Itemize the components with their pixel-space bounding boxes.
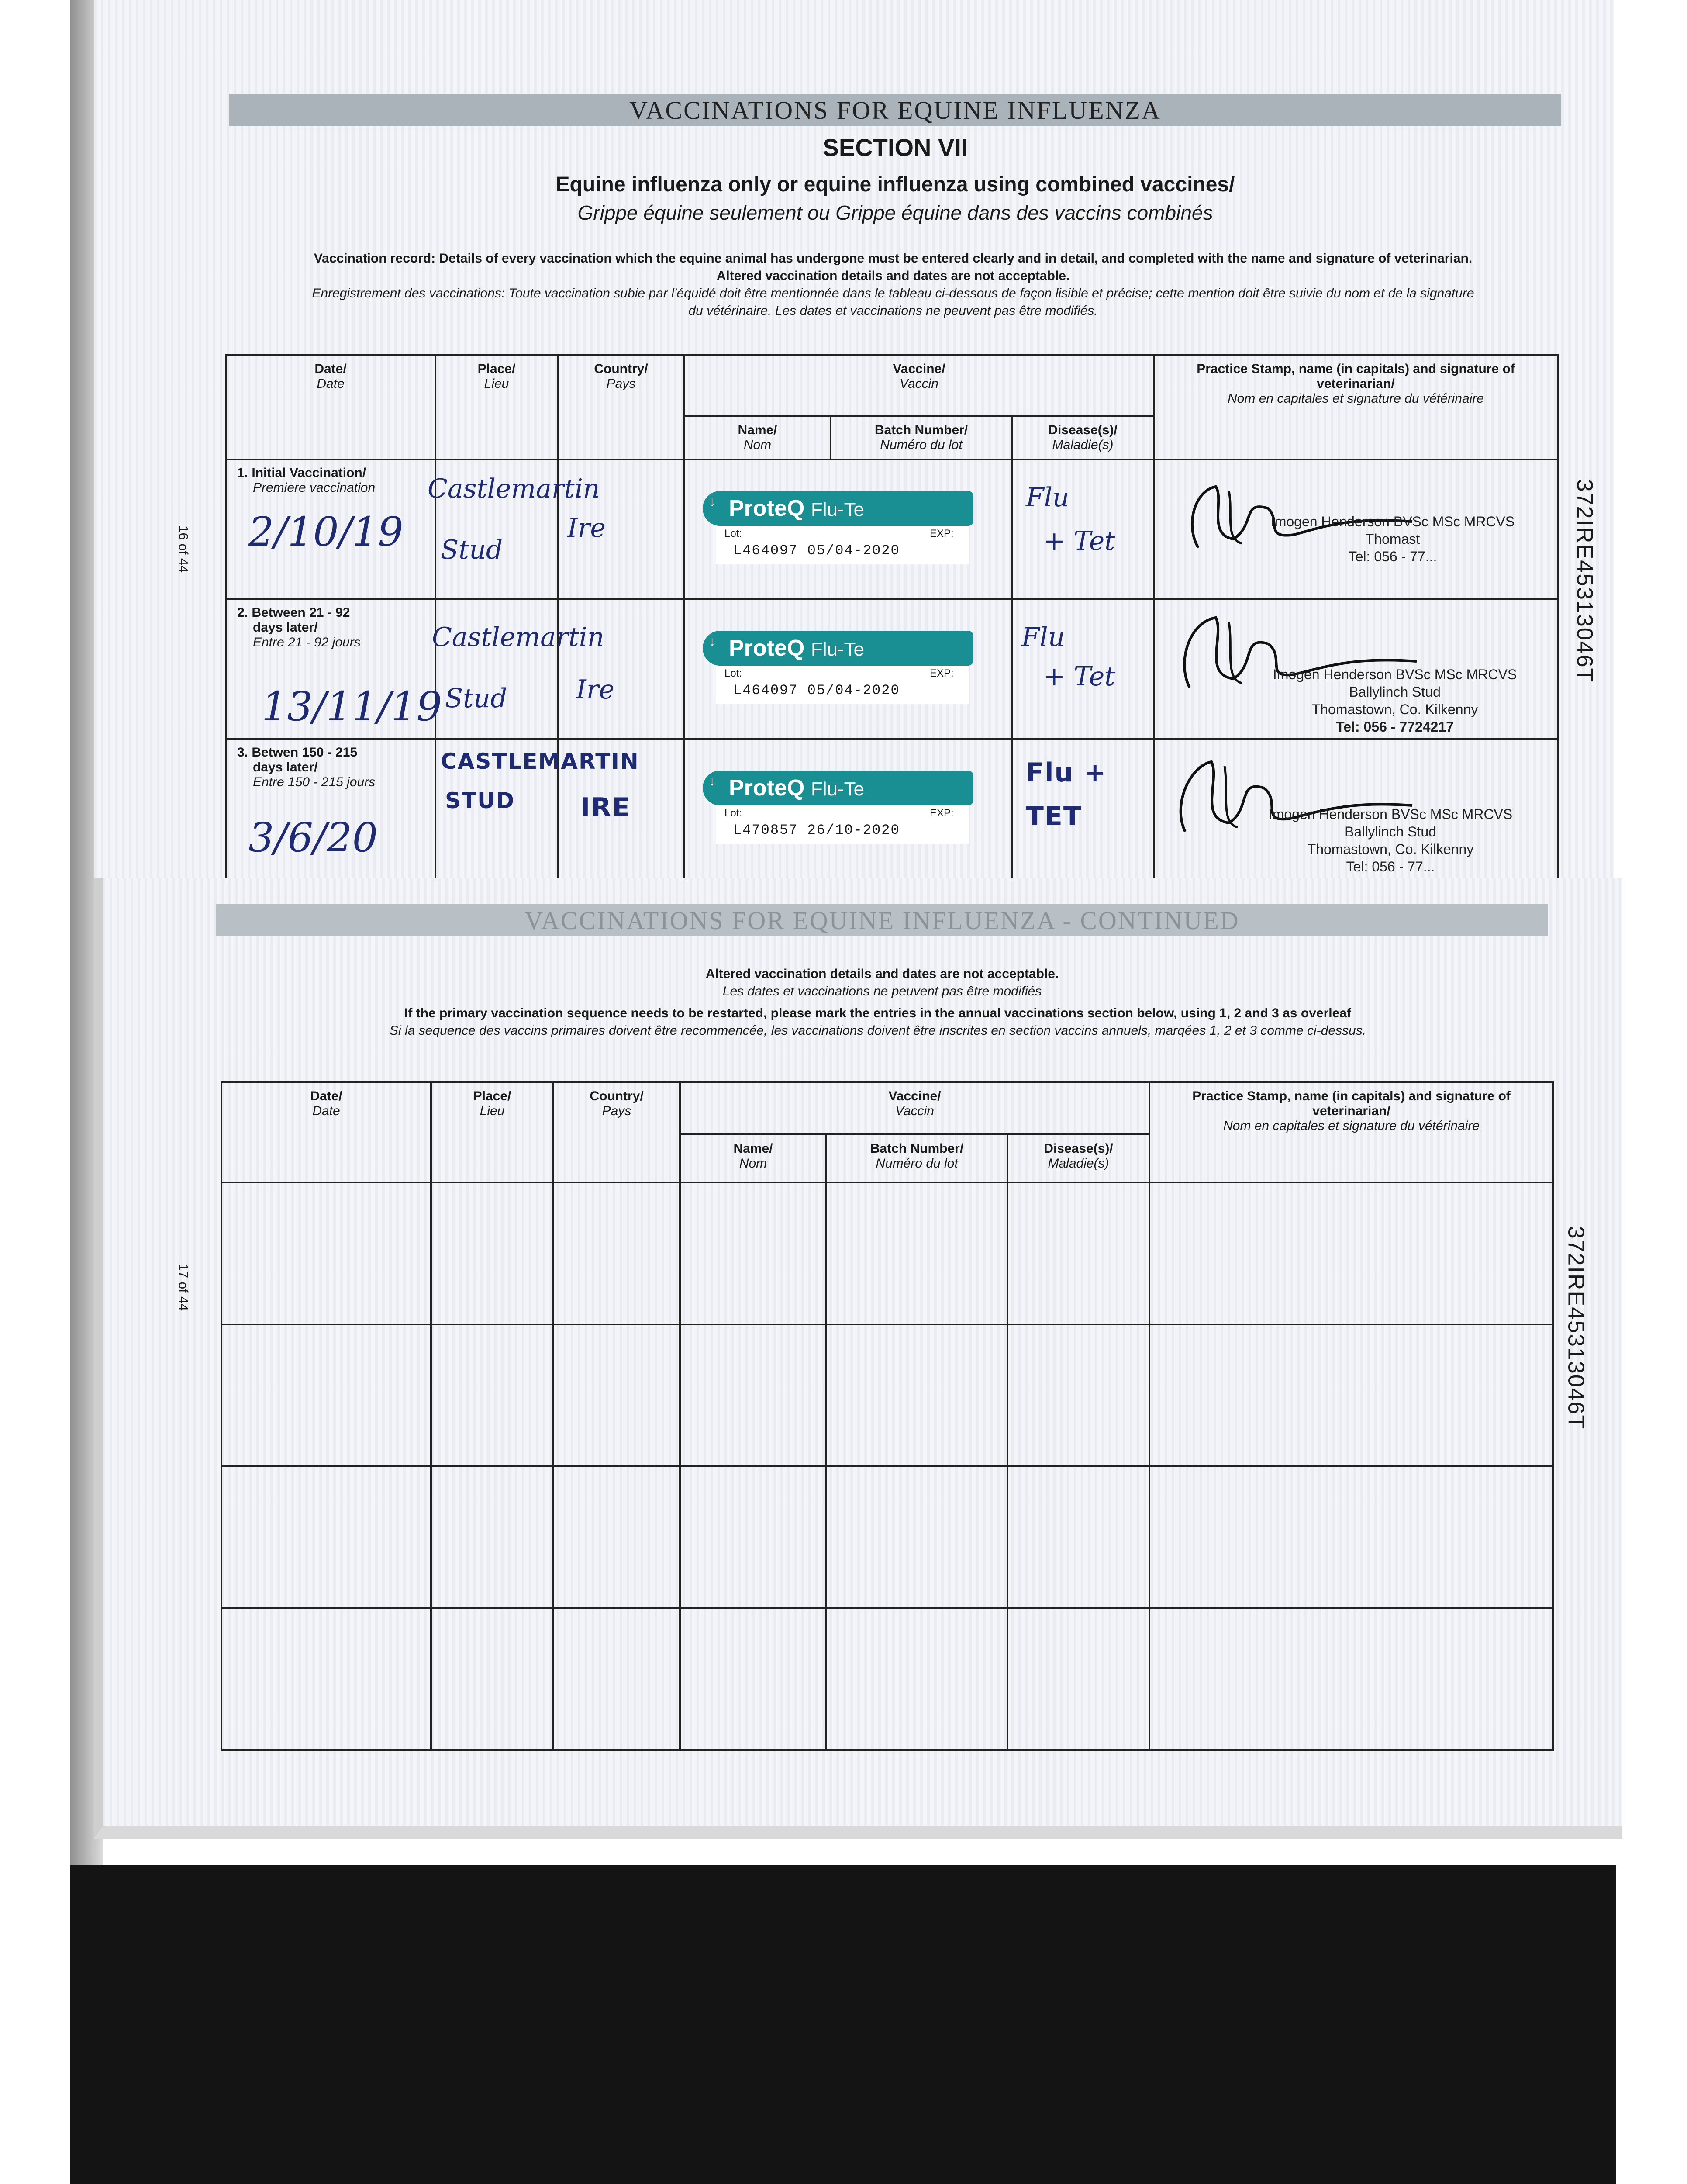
record-note-french-2: du vétérinaire. Les dates et vaccinations ne peuvent pas être modifiés. — [688, 304, 1098, 318]
restart-note: If the primary vaccination sequence needs to be restarted, please mark the entries in the annual vaccinations section below, using 1, 2 and 3 as overleaf — [404, 1006, 1351, 1020]
row-label-cell: 1. Initial Vaccination/ Premiere vaccination 2/10/19 — [226, 460, 435, 599]
arrow-icon: ↓ — [709, 774, 715, 788]
empty-row — [221, 1466, 1553, 1608]
altered-note: Altered vaccination details and dates are not acceptable. — [705, 967, 1059, 981]
batch-number: L464097 05/04-2020 — [733, 682, 900, 698]
annual-vaccination-table — [221, 1081, 1554, 1751]
header-name: Name/ Nom — [684, 416, 831, 460]
empty-row — [221, 1324, 1553, 1466]
vaccine-label-cell — [684, 739, 1012, 878]
practice-stamp-cell — [1154, 599, 1558, 739]
handwritten-country: Ire — [576, 674, 614, 705]
disease-cell — [1012, 460, 1154, 599]
row-label-cell: 2. Between 21 - 92 days later/ Entre 21 - 92 jours 13/11/19 — [226, 599, 435, 739]
vaccination-table — [225, 354, 1559, 878]
row-label-cell: 3. Betwen 150 - 215 days later/ Entre 150 - 215 jours 3/6/20 — [226, 739, 435, 878]
section-banner — [229, 94, 1561, 126]
header-place: Place/ Lieu — [435, 355, 558, 460]
section-title: SECTION VII — [822, 134, 968, 161]
handwritten-place-2: Stud — [445, 683, 507, 714]
page-number: 17 of 44 — [176, 1263, 191, 1311]
handwritten-place-2: STUD — [445, 788, 515, 813]
header-practice: Practice Stamp, name (in capitals) and signature of veterinarian/ Nom en capitales et signature du vétérinaire — [1154, 355, 1558, 460]
header-batch: Batch Number/ Numéro du lot — [831, 416, 1012, 460]
handwritten-country: Ire — [567, 513, 606, 543]
vet-stamp: Imogen Henderson BVSc MSc MRCVS Thomast Tel: 056 - 77... — [1270, 514, 1515, 564]
handwritten-disease-2: + Tet — [1043, 661, 1115, 692]
handwritten-disease: Flu + — [1026, 757, 1107, 788]
header-practice: Practice Stamp, name (in capitals) and signature of veterinarian/ Nom en capitales et signature du vétérinaire — [1149, 1082, 1553, 1182]
scanner-background — [70, 1865, 1616, 2184]
vaccine-label-cell — [684, 460, 1012, 599]
empty-row — [221, 1608, 1553, 1750]
disease-cell — [1012, 599, 1154, 739]
handwritten-disease-2: TET — [1026, 801, 1082, 832]
passport-id: 372IRE45313046T — [1572, 479, 1597, 683]
altered-note-french: Les dates et vaccinations ne peuvent pas être modifiés — [722, 984, 1042, 999]
page-number: 16 of 44 — [176, 525, 191, 573]
country-cell — [558, 739, 684, 878]
handwritten-place: Castlemartin — [432, 622, 604, 653]
vaccine-sticker: ↓ ProteQ Flu-Te Lot: EXP: L470857 26/10-2020 — [703, 771, 973, 845]
continued-banner — [216, 904, 1548, 936]
passport-page-17 — [94, 878, 1622, 1839]
subtitle-french: Grippe équine seulement ou Grippe équine dans des vaccins combinés — [577, 201, 1213, 224]
header-name: Name/ Nom — [680, 1134, 826, 1182]
practice-stamp-cell — [1154, 460, 1558, 599]
handwritten-date: 2/10/19 — [248, 508, 404, 555]
batch-number: L470857 26/10-2020 — [733, 822, 900, 838]
handwritten-place: CASTLEMARTIN — [441, 749, 639, 774]
continued-banner-title: VACCINATIONS FOR EQUINE INFLUENZA - CONTINUED — [524, 906, 1240, 935]
handwritten-date: 3/6/20 — [248, 814, 378, 861]
country-cell — [558, 460, 684, 599]
handwritten-disease-2: + Tet — [1043, 526, 1115, 556]
header-country: Country/ Pays — [553, 1082, 680, 1182]
header-country: Country/ Pays — [558, 355, 684, 460]
restart-note-french: Si la sequence des vaccins primaires doivent être recommencée, les vaccinations doivent être inscrites en section vaccins annuels, marqées 1, 2 et 3 comme ci-dessus. — [389, 1023, 1366, 1038]
vet-stamp: Imogen Henderson BVSc MSc MRCVS Ballylinch Stud Thomastown, Co. Kilkenny Tel: 056 - 77... — [1268, 806, 1513, 874]
header-vaccine: Vaccine/ Vaccin — [680, 1082, 1149, 1134]
handwritten-country: IRE — [580, 792, 631, 823]
handwritten-disease: Flu — [1026, 482, 1069, 513]
table-row — [226, 599, 1558, 739]
header-date: Date/ Date — [226, 355, 435, 460]
table-row — [226, 739, 1558, 878]
table-row — [226, 460, 1558, 599]
handwritten-date: 13/11/19 — [262, 683, 442, 730]
handwritten-disease: Flu — [1021, 622, 1065, 653]
passport-page-16 — [94, 0, 1614, 878]
banner-title: VACCINATIONS FOR EQUINE INFLUENZA — [629, 96, 1161, 124]
disease-cell — [1012, 739, 1154, 878]
header-vaccine: Vaccine/ Vaccin — [684, 355, 1154, 416]
record-note-english: Vaccination record: Details of every vaccination which the equine animal has undergone must be entered clearly and in detail, and completed with the name and signature of veterinarian. — [314, 251, 1473, 266]
batch-number: L464097 05/04-2020 — [733, 543, 900, 559]
passport-id: 372IRE45313046T — [1563, 1226, 1589, 1430]
record-note-french: Enregistrement des vaccinations: Toute vaccination subie par l'équidé doit être mentionnée dans le tableau ci-dessous de façon lisible et précise; cette mention doit être suivie du nom et de la signature — [312, 286, 1474, 301]
altered-note-english: Altered vaccination details and dates are not acceptable. — [716, 269, 1070, 283]
header-batch: Batch Number/ Numéro du lot — [826, 1134, 1007, 1182]
header-place: Place/ Lieu — [431, 1082, 553, 1182]
country-cell — [558, 599, 684, 739]
vaccine-sticker: ↓ ProteQ Flu-Te Lot: EXP: L464097 05/04-2020 — [703, 491, 973, 565]
handwritten-place: Castlemartin — [428, 473, 600, 504]
handwritten-place-2: Stud — [441, 535, 503, 565]
arrow-icon: ↓ — [709, 494, 715, 509]
arrow-icon: ↓ — [709, 634, 715, 649]
header-disease: Disease(s)/ Maladie(s) — [1007, 1134, 1149, 1182]
vaccine-sticker: ↓ ProteQ Flu-Te Lot: EXP: L464097 05/04-2020 — [703, 631, 973, 705]
header-date: Date/ Date — [221, 1082, 431, 1182]
practice-stamp-cell — [1154, 739, 1558, 878]
vet-stamp: Imogen Henderson BVSc MSc MRCVS Ballylinch Stud Thomastown, Co. Kilkenny Tel: 056 - 7724217 — [1273, 667, 1517, 735]
header-disease: Disease(s)/ Maladie(s) — [1012, 416, 1154, 460]
subtitle-english: Equine influenza only or equine influenza using combined vaccines/ — [555, 173, 1235, 196]
vaccine-label-cell — [684, 599, 1012, 739]
empty-row — [221, 1182, 1553, 1324]
